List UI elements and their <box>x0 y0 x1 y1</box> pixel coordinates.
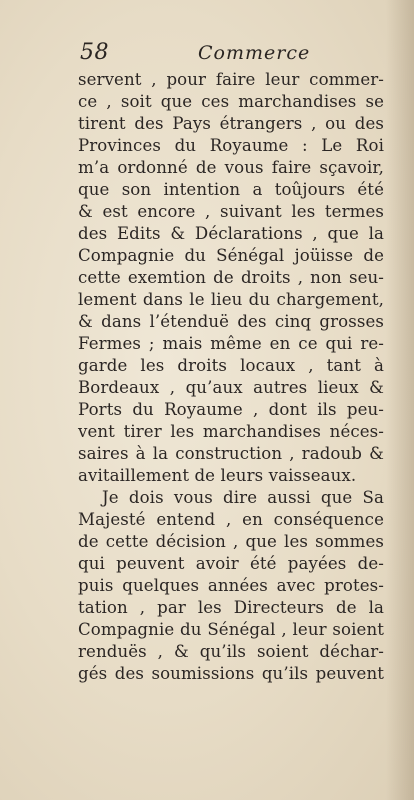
page-gutter-shadow <box>386 0 414 800</box>
text-line: vent tirer les marchandises néces- <box>78 422 384 441</box>
text-line: garde les droits locaux , tant à <box>78 356 384 375</box>
text-line: & est encore , suivant les termes <box>78 202 384 221</box>
text-line: puis quelques années avec protes- <box>78 576 384 595</box>
text-line: m’a ordonné de vous faire sçavoir, <box>78 158 384 177</box>
text-line: avitaillement de leurs vaisseaux. <box>78 466 357 485</box>
text-line: tation , par les Directeurs de la <box>78 598 384 617</box>
text-line: des Edits & Déclarations , que la <box>78 224 384 243</box>
text-line: saires à la construction , radoub & <box>78 444 384 463</box>
text-line: Provinces du Royaume : Le Roi <box>78 136 384 155</box>
text-line: Ports du Royaume , dont ils peu- <box>78 400 384 419</box>
text-line: qui peuvent avoir été payées de- <box>78 554 384 573</box>
text-line: Fermes ; mais même en ce qui re- <box>78 334 384 353</box>
text-line: Compagnie du Sénégal joüisse de <box>78 246 384 265</box>
text-line: ce , soit que ces marchandises se <box>78 92 384 111</box>
text-line: lement dans le lieu du chargement, <box>78 290 384 309</box>
text-line: Compagnie du Sénégal , leur soient <box>78 620 384 639</box>
text-line: servent , pour faire leur commer- <box>78 70 384 89</box>
paragraph-1 <box>78 69 384 487</box>
text-line: & dans l’étenduë des cinq grosses <box>78 312 384 331</box>
text-line: Je dois vous dire aussi que Sa <box>102 488 384 507</box>
text-line: gés des soumissions qu’ils peuvent <box>78 664 384 683</box>
body-text <box>78 69 384 685</box>
text-line: de cette décision , que les sommes <box>78 532 384 551</box>
text-line: Majesté entend , en conséquence <box>78 510 384 529</box>
text-line: tirent des Pays étrangers , ou des <box>78 114 384 133</box>
page-number: 58 <box>80 40 109 65</box>
paragraph-2 <box>78 487 384 685</box>
text-line: que son intention a toûjours été <box>78 180 384 199</box>
text-line: cette exemtion de droits , non seu- <box>78 268 384 287</box>
running-head: Commerce <box>198 42 311 64</box>
text-line: Bordeaux , qu’aux autres lieux & <box>78 378 384 397</box>
text-line: renduës , & qu’ils soient déchar- <box>78 642 384 661</box>
page-header <box>80 40 380 68</box>
